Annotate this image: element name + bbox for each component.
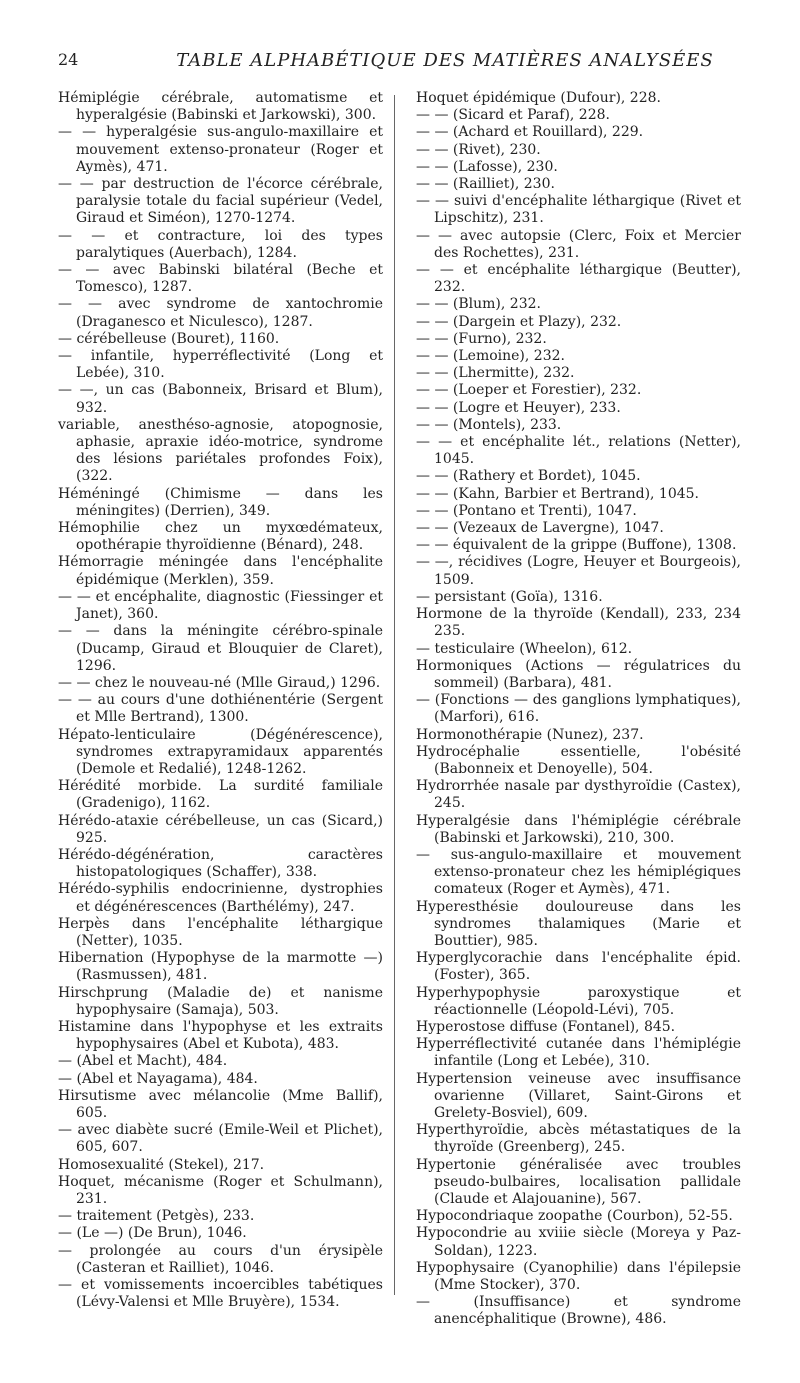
index-entry: Herpès dans l'encéphalite léthargique (Netter), 1035. (58, 915, 383, 949)
index-entry: Hydrocéphalie essentielle, l'obésité (Babonneix et Denoyelle), 504. (416, 743, 741, 777)
index-entry: Hoquet épidémique (Dufour), 228. (416, 90, 661, 106)
index-entry: Hyperesthésie douloureuse dans les syndromes thalamiques (Marie et Bouttier), 985. (416, 898, 741, 949)
index-entry: — — chez le nouveau-né (Mlle Giraud,) 1296. (58, 674, 381, 691)
index-entry: Hémorragie méningée dans l'encéphalite épidémique (Merklen), 359. (58, 554, 383, 588)
index-entry: Hérédité morbide. La surdité familiale (Gradenigo), 1162. (58, 778, 383, 812)
index-entry: Histamine dans l'hypophyse et les extraits hypophysaires (Abel et Kubota), 483. (58, 1018, 383, 1053)
index-entry: — — (Kahn, Barbier et Bertrand), 1045. (416, 485, 700, 502)
index-entry: — — (Montels), 233. (416, 416, 562, 433)
index-entry: — — et contracture, loi des types paralytiques (Auerbach), 1284. (58, 227, 383, 261)
index-entry: — — équivalent de la grippe (Buffone), 1308. (416, 537, 737, 554)
index-entry: Hérédo-dégénération, caractères histopatologiques (Schaffer), 338. (58, 846, 383, 881)
index-entry: — — (Vezeaux de Lavergne), 1047. (416, 520, 664, 537)
index-entry: — — avec Babinski bilatéral (Beche et Tomesco), 1287. (58, 262, 383, 296)
index-entry: variable, anesthéso-agnosie, atopognosie, aphasie, apraxie idéo-motrice, syndrome des lésions pariétales profondes Foix), (322. (58, 416, 383, 485)
index-entry: — — hyperalgésie sus-angulo-maxillaire et mouvement extenso-pronateur (Roger et Aymès), 471. (58, 124, 383, 175)
index-entry: Hirschprung (Maladie de) et nanisme hypophysaire (Samaja), 503. (58, 984, 383, 1018)
index-entry: — — avec autopsie (Clerc, Foix et Mercier des Rochettes), 231. (416, 227, 741, 261)
index-entry: — — (Dargein et Plazy), 232. (416, 313, 622, 330)
index-entry: — — suivi d'encéphalite léthargique (Rivet et Lipschitz), 231. (416, 193, 741, 227)
right-column (416, 90, 741, 1329)
page-header (58, 50, 742, 74)
index-entry: — — et encéphalite, diagnostic (Fiessinger et Janet), 360. (58, 588, 383, 623)
index-entry: Hypertonie généralisée avec troubles pseudo-bulbaires, localisation pallidale (Claude et Alajouanine), 567. (416, 1156, 741, 1207)
index-entry: — — (Loeper et Forestier), 232. (416, 382, 642, 399)
index-entry: Hormoniques (Actions — régulatrices du sommeil) (Barbara), 481. (416, 657, 741, 691)
index-entry: — — (Furno), 232. (416, 330, 547, 347)
index-entry: — — au cours d'une dothiénentérie (Sergent et Mlle Bertrand), 1300. (58, 692, 383, 726)
index-entry: Hyperthyroïdie, abcès métastatiques de la thyroïde (Greenberg), 245. (416, 1122, 741, 1156)
index-entry: — — (Lhermitte), 232. (416, 365, 575, 382)
index-entry: — persistant (Goïa), 1316. (416, 588, 603, 605)
index-entry: — et vomissements incoercibles tabétiques (Lévy-Valensi et Mlle Bruyère), 1534. (58, 1277, 383, 1311)
index-entry: — — (Logre et Heuyer), 233. (416, 399, 621, 416)
index-entry: Hormone de la thyroïde (Kendall), 233, 234 235. (416, 606, 741, 640)
index-entry: Hérédo-ataxie cérébelleuse, un cas (Sicard,) 925. (58, 812, 383, 846)
index-entry: — (Insuffisance) et syndrome anencéphalitique (Browne), 486. (416, 1294, 741, 1328)
index-entry: Hyperglycorachie dans l'encéphalite épid. (Foster), 365. (416, 950, 741, 984)
index-entry: — — par destruction de l'écorce cérébrale, paralysie totale du facial supérieur (Vedel, Giraud et Siméon), 1270-1274. (58, 176, 383, 227)
index-entry: — prolongée au cours d'un érysipèle (Casteran et Railliet), 1046. (58, 1242, 383, 1276)
index-entry: — (Abel et Nayagama), 484. (58, 1070, 258, 1087)
index-entry: — — (Achard et Rouillard), 229. (416, 124, 644, 141)
index-entry: — — (Rathery et Bordet), 1045. (416, 468, 641, 485)
index-entry: Hyperalgésie dans l'hémiplégie cérébrale (Babinski et Jarkowski), 210, 300. (416, 812, 741, 846)
index-entry: — (Fonctions — des ganglions lymphatiques), (Marfori), 616. (416, 692, 741, 726)
left-column (58, 90, 383, 1311)
index-entry: — — et encéphalite lét., relations (Netter), 1045. (416, 434, 741, 468)
index-entry: — —, récidives (Logre, Heuyer et Bourgeois), 1509. (416, 554, 741, 588)
index-entry: — — et encéphalite léthargique (Beutter), 232. (416, 262, 741, 296)
index-entry: — — (Railliet), 230. (416, 176, 555, 193)
running-title: TABLE ALPHABÉTIQUE DES MATIÈRES ANALYSÉES (176, 50, 714, 71)
index-entry: — — (Lemoine), 232. (416, 348, 565, 365)
index-entry: — (Abel et Macht), 484. (58, 1053, 228, 1070)
index-entry: Hérédo-syphilis endocrinienne, dystrophies et dégénérescences (Barthélémy), 247. (58, 881, 383, 915)
index-entry: — (Le —) (De Brun), 1046. (58, 1225, 247, 1242)
index-entry: Hormonothérapie (Nunez), 237. (416, 726, 644, 743)
index-entry: Hémiplégie cérébrale, automatisme et hyperalgésie (Babinski et Jarkowski), 300. (58, 90, 383, 124)
index-entry: — — avec syndrome de xantochromie (Draganesco et Niculesco), 1287. (58, 296, 383, 330)
index-entry: Hémophilie chez un myxœdémateux, opothérapie thyroïdienne (Bénard), 248. (58, 520, 383, 554)
index-entry: Hibernation (Hypophyse de la marmotte —) (Rasmussen), 481. (58, 950, 383, 984)
index-entry: Hyperostose diffuse (Fontanel), 845. (416, 1018, 676, 1035)
index-entry: — sus-angulo-maxillaire et mouvement extenso-pronateur chez les hémiplégiques comateux (Roger et Aymès), 471. (416, 846, 741, 898)
index-entry: Hyperhypophysie paroxystique et réactionnelle (Léopold-Lévi), 705. (416, 984, 741, 1018)
index-entry: — — dans la méningite cérébro-spinale (Ducamp, Giraud et Blouquier de Claret), 1296. (58, 623, 383, 674)
index-entry: — testiculaire (Wheelon), 612. (416, 640, 633, 657)
index-entry: Hypophysaire (Cyanophilie) dans l'épilepsie (Mme Stocker), 370. (416, 1259, 741, 1294)
column-divider (394, 95, 395, 1295)
index-entry: — avec diabète sucré (Emile-Weil et Plichet), 605, 607. (58, 1122, 383, 1156)
index-entry: Homosexualité (Stekel), 217. (58, 1156, 265, 1173)
index-entry: Hypocondriaque zoopathe (Courbon), 52-55. (416, 1208, 733, 1225)
index-entry: Hypertension veineuse avec insuffisance ovarienne (Villaret, Saint-Girons et Grelety-Bosviel), 609. (416, 1070, 741, 1121)
index-entry: — traitement (Petgès), 233. (58, 1208, 255, 1225)
index-entry: — infantile, hyperréflectivité (Long et Lebée), 310. (58, 348, 383, 382)
index-entry: — cérébelleuse (Bouret), 1160. (58, 330, 280, 347)
page-number: 24 (58, 50, 79, 69)
index-entry: Hypocondrie au xviiie siècle (Moreya y Paz-Soldan), 1223. (416, 1225, 741, 1259)
index-entry: — — (Rivet), 230. (416, 141, 541, 158)
index-entry: Héméningé (Chimisme — dans les méningites) (Derrien), 349. (58, 485, 383, 519)
index-entry: — — (Lafosse), 230. (416, 158, 558, 175)
index-entry: Hyperréflectivité cutanée dans l'hémiplégie infantile (Long et Lebée), 310. (416, 1036, 741, 1070)
index-entry: Hirsutisme avec mélancolie (Mme Ballif), 605. (58, 1087, 383, 1121)
index-entry: — — (Sicard et Paraf), 228. (416, 107, 610, 124)
index-entry: — —, un cas (Babonneix, Brisard et Blum), 932. (58, 382, 383, 416)
index-entry: — — (Pontano et Trenti), 1047. (416, 502, 637, 519)
index-entry: — — (Blum), 232. (416, 296, 541, 313)
index-entry: Hoquet, mécanisme (Roger et Schulmann), 231. (58, 1173, 383, 1207)
index-entry: Hydrorrhée nasale par dysthyroïdie (Castex), 245. (416, 778, 741, 812)
index-entry: Hépato-lenticulaire (Dégénérescence), syndromes extrapyramidaux apparentés (Demole et Redalié), 1248-1262. (58, 726, 383, 777)
